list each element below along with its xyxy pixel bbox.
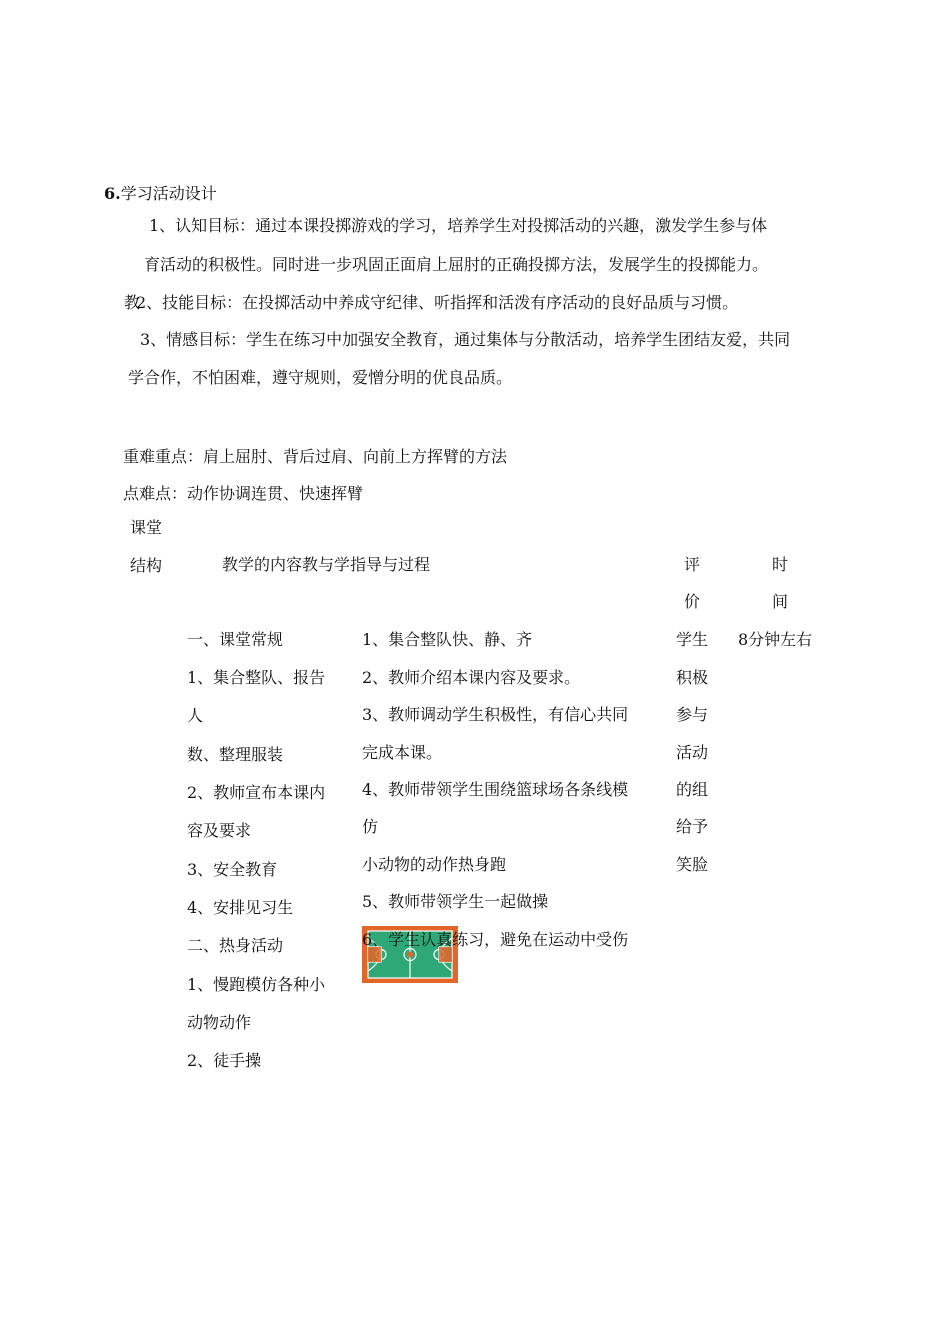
- structure-line: 二、热身活动: [187, 936, 284, 955]
- process-line: 完成本课。: [362, 743, 443, 762]
- header-structure-2: 结构: [130, 556, 163, 575]
- eval-line: 笑脸: [676, 855, 709, 874]
- process-line: 1、集合整队快、静、齐: [362, 630, 533, 649]
- eval-line: 给予: [676, 817, 709, 836]
- process-line: 6、学生认真练习，避免在运动中受伤: [362, 930, 629, 949]
- key-points: 重难重点：肩上屈肘、背后过肩、向前上方挥臂的方法: [123, 447, 508, 466]
- process-line: 小动物的动作热身跑: [362, 855, 507, 874]
- header-eval-2: 价: [684, 592, 701, 611]
- structure-line: 一、课堂常规: [187, 630, 284, 649]
- eval-line: 学生: [676, 630, 709, 649]
- process-line: 3、教师调动学生积极性，有信心共同: [362, 705, 629, 724]
- structure-line: 动物动作: [187, 1013, 252, 1032]
- objective-3-line-2: 学合作，不怕困难，遵守规则，爱憎分明的优良品质。: [128, 368, 513, 387]
- header-eval-1: 评: [684, 555, 701, 574]
- structure-line: 数、整理服装: [187, 745, 284, 764]
- eval-line: 参与: [676, 705, 709, 724]
- process-line: 4、教师带领学生围绕篮球场各条线模: [362, 780, 629, 799]
- objective-2-line: 2、技能目标：在投掷活动中养成守纪律、听指挥和活泼有序活动的良好品质与习惯。: [136, 293, 739, 312]
- objective-1-line-1: 1、认知目标：通过本课投掷游戏的学习，培养学生对投掷活动的兴趣，激发学生参与体: [149, 216, 768, 235]
- header-time-1: 时: [772, 555, 789, 574]
- section-number: 6.: [104, 184, 121, 203]
- structure-line: 1、慢跑模仿各种小: [187, 975, 326, 994]
- process-line: 2、教师介绍本课内容及要求。: [362, 668, 581, 687]
- header-time-2: 间: [772, 592, 789, 611]
- objective-3-line-1: 3、情感目标：学生在练习中加强安全教育，通过集体与分散活动，培养学生团结友爱，共同: [140, 330, 791, 349]
- eval-line: 积极: [676, 668, 709, 687]
- process-line: 5、教师带领学生一起做操: [362, 892, 549, 911]
- eval-line: 活动: [676, 743, 709, 762]
- time-value: 8分钟左右: [738, 630, 813, 649]
- structure-line: 人: [187, 706, 204, 725]
- header-content: 教学的内容教与学指导与过程: [222, 555, 431, 574]
- header-structure-1: 课堂: [130, 518, 163, 537]
- structure-line: 容及要求: [187, 821, 252, 840]
- structure-line: 3、安全教育: [187, 860, 278, 879]
- eval-line: 的组: [676, 780, 709, 799]
- structure-line: 1、集合整队、报告: [187, 668, 326, 687]
- section-heading: [104, 184, 217, 204]
- structure-line: 4、安排见习生: [187, 898, 294, 917]
- objective-1-line-2: 育活动的积极性。同时进一步巩固正面肩上屈肘的正确投掷方法，发展学生的投掷能力。: [144, 255, 769, 274]
- structure-line: 2、教师宣布本课内: [187, 783, 326, 802]
- process-line: 仿: [362, 817, 379, 836]
- center-circle: [407, 952, 413, 958]
- section-title: 学习活动设计: [120, 184, 217, 203]
- objective-2-prefix: 教: [124, 293, 141, 312]
- structure-line: 2、徒手操: [187, 1051, 262, 1070]
- difficult-points: 点难点：动作协调连贯、快速挥臂: [123, 484, 364, 503]
